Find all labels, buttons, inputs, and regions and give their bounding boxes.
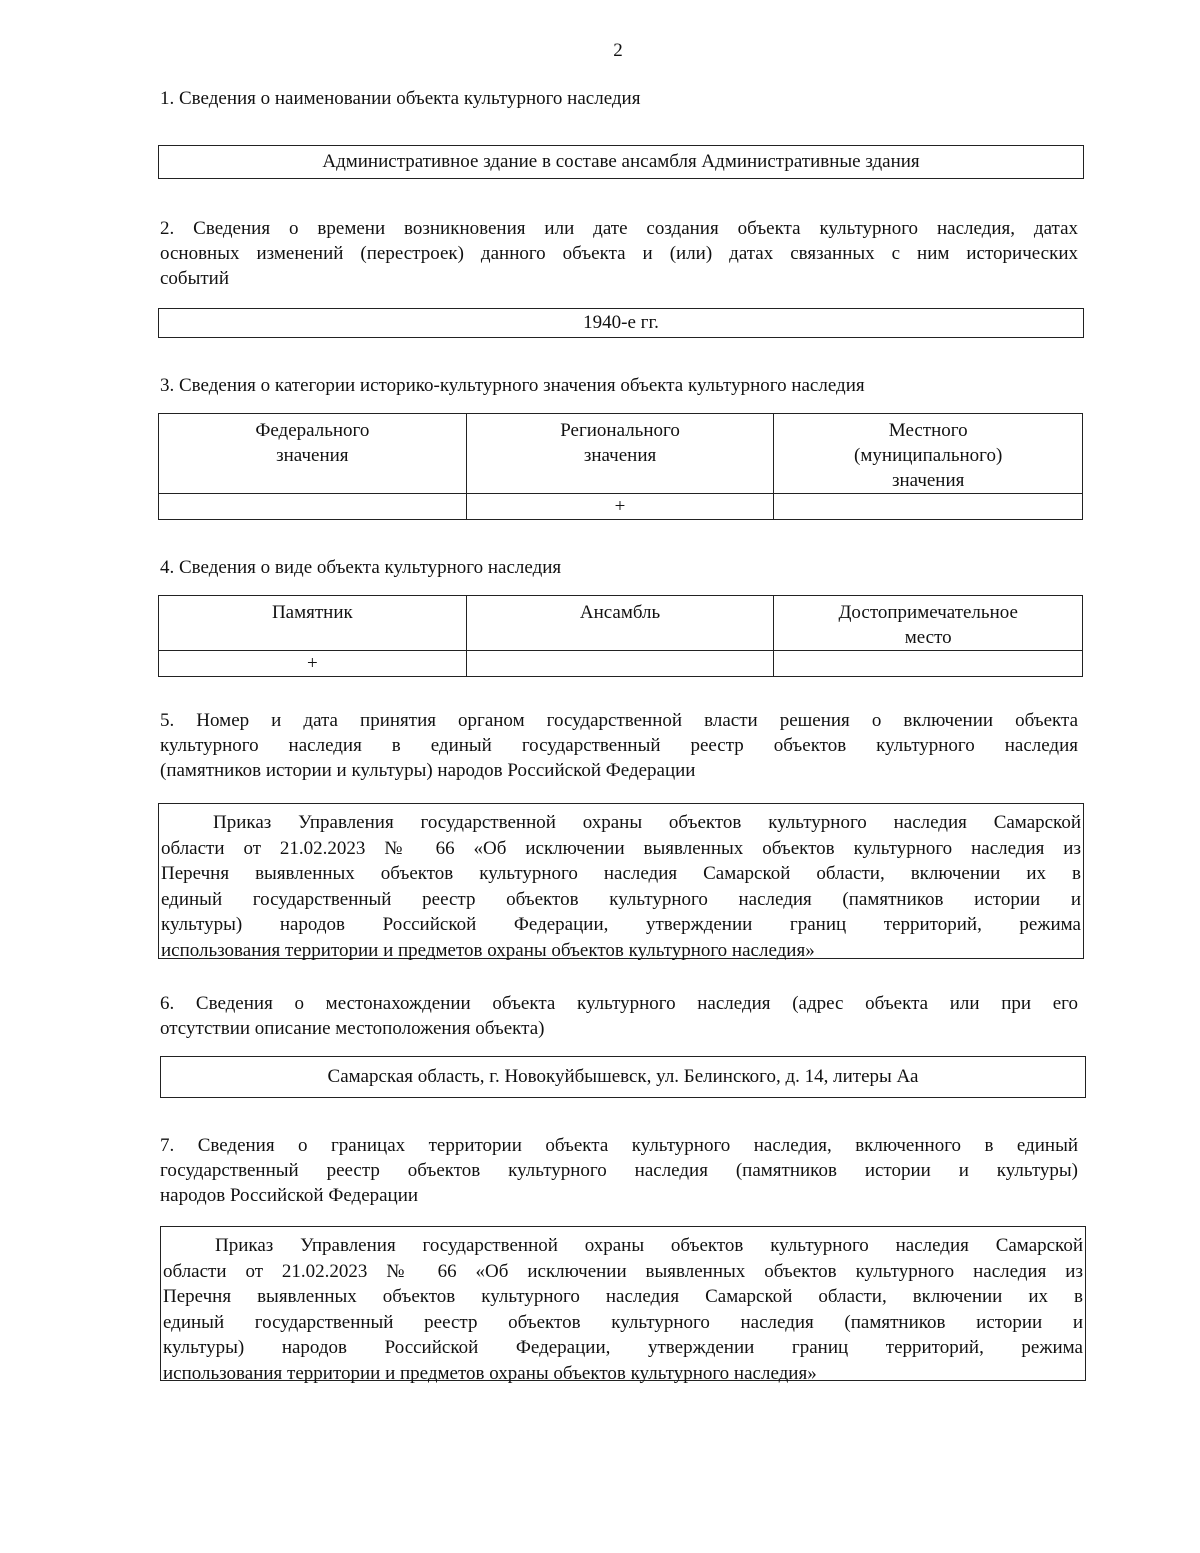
mark-monument: + — [159, 651, 467, 677]
page-number: 2 — [613, 40, 623, 61]
section-1-value-box — [158, 145, 1084, 179]
text-line: области от 21.02.2023 № 66 «Об исключении выявленных объектов культурного наследия из — [163, 1260, 1083, 1282]
text-line: культуры) народов Российской Федерации, утверждении границ территорий, режима — [163, 1337, 1083, 1358]
section-7-value-box — [160, 1226, 1086, 1384]
section-6-heading — [160, 991, 1078, 1041]
category-table — [158, 413, 1083, 520]
section-2-value-box — [158, 308, 1084, 338]
text-line: Перечня выявленных объектов культурного наследия Самарской области, включении их в — [161, 863, 1081, 884]
text-line: Приказ Управления государственной охраны объектов культурного наследия Самарской — [215, 1235, 1083, 1256]
section-4-heading: 4. Сведения о виде объекта культурного наследия — [160, 557, 562, 578]
heading-line: 6. Сведения о местонахождении объекта культурного наследия (адрес объекта или при его — [160, 993, 1078, 1014]
text-line: единый государственный реестр объектов культурного наследия (памятников истории и — [161, 888, 1081, 910]
mark-ensemble — [466, 651, 774, 677]
creation-date: 1940-е гг. — [583, 312, 659, 333]
text-line: Перечня выявленных объектов культурного наследия Самарской области, включении их в — [163, 1286, 1083, 1307]
type-table — [158, 595, 1083, 677]
heading-line: отсутствии описание местоположения объекта) — [160, 1018, 545, 1039]
col-regional: Регионального значения — [466, 414, 774, 494]
col-ensemble: Ансамбль — [466, 596, 774, 651]
section-3-heading: 3. Сведения о категории историко-культурного значения объекта культурного наследия — [160, 375, 865, 396]
section-5-heading — [160, 708, 1078, 783]
col-monument: Памятник — [159, 596, 467, 651]
heading-line: (памятников истории и культуры) народов Российской Федерации — [160, 760, 696, 781]
heading-line: культурного наследия в единый государственный реестр объектов культурного наследия — [160, 735, 1078, 756]
text-line: культуры) народов Российской Федерации, утверждении границ территорий, режима — [161, 914, 1081, 935]
section-7-heading — [160, 1133, 1078, 1208]
object-name: Административное здание в составе ансамбля Административные здания — [322, 151, 920, 172]
col-landmark: Достопримечательное место — [774, 596, 1083, 651]
mark-landmark — [774, 651, 1083, 677]
text-line: использования территории и предметов охраны объектов культурного наследия» — [161, 939, 815, 961]
address: Самарская область, г. Новокуйбышевск, ул. Белинского, д. 14, литеры Аа — [327, 1066, 919, 1087]
section-6-value-box — [160, 1056, 1086, 1098]
section-2-heading — [160, 216, 1078, 291]
heading-line: событий — [160, 268, 230, 289]
col-local: Местного (муниципального) значения — [774, 414, 1083, 494]
heading-line: государственный реестр объектов культурного наследия (памятников истории и культуры) — [160, 1160, 1078, 1181]
heading-line: 7. Сведения о границах территории объекта культурного наследия, включенного в единый — [160, 1135, 1078, 1156]
text-line: области от 21.02.2023 № 66 «Об исключении выявленных объектов культурного наследия из — [161, 837, 1081, 859]
heading-line: народов Российской Федерации — [160, 1185, 419, 1206]
text-line: единый государственный реестр объектов культурного наследия (памятников истории и — [163, 1311, 1083, 1333]
mark-regional: + — [466, 494, 774, 520]
text-line: Приказ Управления государственной охраны объектов культурного наследия Самарской — [213, 812, 1081, 833]
mark-local — [774, 494, 1083, 520]
mark-federal — [159, 494, 467, 520]
heading-line: 2. Сведения о времени возникновения или дате создания объекта культурного наследия, датах — [160, 218, 1078, 239]
col-federal: Федерального значения — [159, 414, 467, 494]
heading-line: 5. Номер и дата принятия органом государственной власти решения о включении объекта — [160, 710, 1078, 731]
heading-line: основных изменений (перестроек) данного объекта и (или) датах связанных с ним исторических — [160, 243, 1078, 264]
section-5-value-box — [158, 803, 1084, 959]
text-line: использования территории и предметов охраны объектов культурного наследия» — [163, 1362, 817, 1384]
section-1-heading: 1. Сведения о наименовании объекта культурного наследия — [160, 88, 641, 109]
